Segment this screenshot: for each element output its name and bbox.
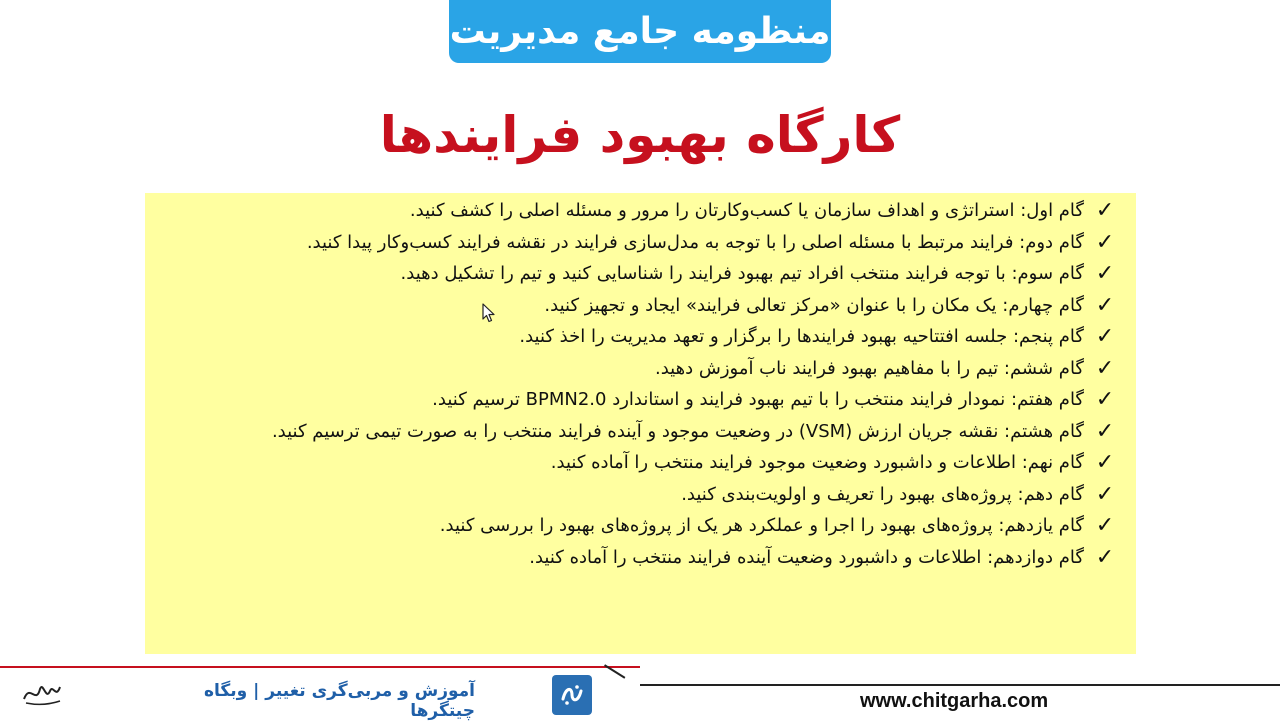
step-text: گام چهارم: یک مکان را با عنوان «مرکز تعالی فرایند» ایجاد و تجهیز کنید. xyxy=(544,294,1084,316)
step-item xyxy=(165,227,1118,259)
check-icon: ✓ xyxy=(1095,261,1115,287)
check-icon: ✓ xyxy=(1095,387,1115,413)
step-item xyxy=(165,353,1118,385)
step-text: گام دوم: فرایند مرتبط با مسئله اصلی را با توجه به مدل‌سازی فرایند در نقشه فرایند کسب‌وکار پیدا کنید. xyxy=(306,231,1084,253)
step-text: گام دهم: پروژه‌های بهبود را تعریف و اولویت‌بندی کنید. xyxy=(681,483,1084,505)
check-icon: ✓ xyxy=(1095,324,1115,350)
step-text: گام دوازدهم: اطلاعات و داشبورد وضعیت آینده فرایند منتخب را آماده کنید. xyxy=(529,546,1084,568)
check-icon: ✓ xyxy=(1095,450,1115,476)
footer-divider xyxy=(0,662,1280,666)
mouse-pointer-icon xyxy=(482,303,496,323)
step-item xyxy=(165,258,1118,290)
check-icon: ✓ xyxy=(1095,513,1115,539)
step-text: گام اول: استراتژی و اهداف سازمان یا کسب‌وکارتان را مرور و مسئله اصلی را کشف کنید. xyxy=(409,200,1084,222)
check-icon: ✓ xyxy=(1095,481,1115,507)
check-icon: ✓ xyxy=(1095,198,1115,224)
step-item xyxy=(165,384,1118,416)
top-banner xyxy=(449,0,831,63)
check-icon: ✓ xyxy=(1095,292,1115,318)
check-icon: ✓ xyxy=(1095,544,1115,570)
step-text: گام پنجم: جلسه افتتاحیه بهبود فرایندها را برگزار و تعهد مدیریت را اخذ کنید. xyxy=(519,326,1084,348)
steps-panel xyxy=(145,193,1136,654)
step-text: گام نهم: اطلاعات و داشبورد وضعیت موجود فرایند منتخب را آماده کنید. xyxy=(550,452,1084,474)
signature-logo xyxy=(20,675,64,711)
step-item xyxy=(165,416,1118,448)
step-text: گام یازدهم: پروژه‌های بهبود را اجرا و عملکرد هر یک از پروژه‌های بهبود را بررسی کنید. xyxy=(439,515,1084,537)
step-item xyxy=(165,479,1118,511)
check-icon: ✓ xyxy=(1095,418,1115,444)
step-item xyxy=(165,542,1118,574)
step-item xyxy=(165,195,1118,227)
step-text: گام ششم: تیم را با مفاهیم بهبود فرایند ناب آموزش دهید. xyxy=(655,357,1084,379)
step-item xyxy=(165,321,1118,353)
step-item xyxy=(165,510,1118,542)
banner-text: منظومه جامع مدیریت xyxy=(449,11,831,52)
check-icon: ✓ xyxy=(1095,229,1115,255)
check-icon: ✓ xyxy=(1095,355,1115,381)
step-text: گام هفتم: نمودار فرایند منتخب را با تیم بهبود فرایند و استاندارد BPMN2.0 ترسیم کنید. xyxy=(432,389,1084,411)
chitgarha-logo xyxy=(552,675,592,715)
step-item xyxy=(165,290,1118,322)
step-item xyxy=(165,447,1118,479)
footer-tagline: آموزش و مربی‌گری تغییر | وبگاه چیتگرها xyxy=(203,681,475,721)
step-text: گام سوم: با توجه فرایند منتخب افراد تیم بهبود فرایند را شناسایی کنید و تیم را تشکیل دهید. xyxy=(400,263,1084,285)
steps-list xyxy=(165,195,1118,573)
page-title: کارگاه بهبود فرایندها xyxy=(379,106,901,164)
website-url[interactable]: www.chitgarha.com xyxy=(860,690,1049,712)
step-text: گام هشتم: نقشه جریان ارزش (VSM) در وضعیت موجود و آینده فرایند منتخب را به صورت تیمی ترسیم کنید. xyxy=(271,420,1084,442)
